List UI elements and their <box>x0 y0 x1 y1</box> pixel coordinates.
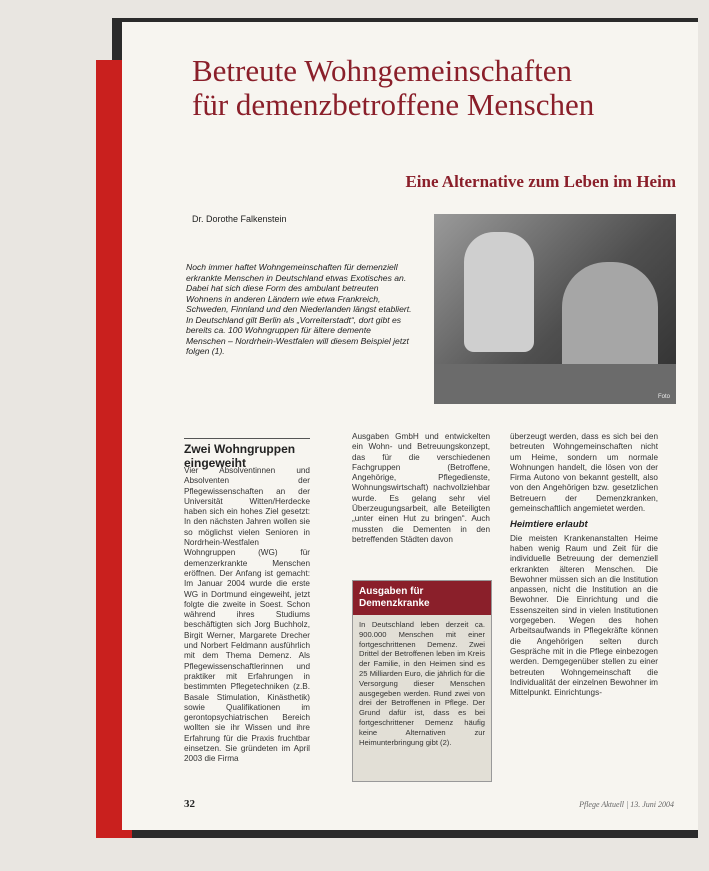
info-box <box>352 580 492 782</box>
column-3-text: überzeugt werden, dass es sich bei den betreuten Wohngemeinschaften nicht um Heime, sondern um normale Wohnungen handelt, die lösen von der Firma Autono von bekannt gestellt, also von den Angehörigen bzw. gesetzlichen Betreuern der Demenzkranken, gemeinschaftlich angemietet werden. <box>510 432 658 514</box>
section-rule <box>184 438 310 439</box>
column-2-text: Ausgaben GmbH und entwickelten ein Wohn- und Betreuungskonzept, das für die verschiedenen Fachgruppen (Betroffene, Angehörige, Pflegedienste, Wohnungswirtschaft) nachvollziehbar wurde. Es gelang sehr viel Überzeugungsarbeit, alle Beteiligten „unter einen Hut zu bringen“. Auch mussten die Dementen in den betreffenden Städten davon <box>352 432 490 544</box>
title-line-2: für demenzbetroffene Menschen <box>192 87 595 122</box>
info-box-body: In Deutschland leben derzeit ca. 900.000 Menschen mit einer fortgeschrittenen Demenz. Zwei Drittel der Betroffenen leben im Kreis der Familie, in den Heimen sind es 25 Milliarden Euro, die jährlich für die Versorgung dieser Menschen ausgegeben werden. Rund zwei von drei der Betroffenen in Pflege. Der Grund dafür ist, dass es bei fortgeschrittener Demenz häufig keine Alternativen zur Heimunterbringung gibt (2). <box>359 620 485 747</box>
column-3-subsection-text: Die meisten Krankenanstalten Heime haben wenig Raum und Zeit für die individuelle Betreuung der demenziell erkrankten älteren Menschen. Die Bewohner müssen sich an die Institution anpassen, nicht die Institution an die Bewohner. Die Einrichtung und die Essenszeiten sind in vielen Institutionen vorgegeben. Wegen des hohen Arbeitsaufwands in Pflegekräfte können die Angehörigen selten durch Gespräche mit in die Pflege einbezogen werden. Demgegenüber stellen zu einer betreuten Wohngemeinschaft die Individualität der einzelnen Bewohner im Mittelpunkt. Einrichtungs- <box>510 533 658 698</box>
publication-footer: Pflege Aktuell | 13. Juni 2004 <box>579 800 674 809</box>
article-photo <box>434 214 676 404</box>
article-page <box>122 22 698 830</box>
info-box-heading-line-2: Demenzkranke <box>359 598 430 609</box>
title-line-1: Betreute Wohngemeinschaften <box>192 53 572 88</box>
subheading-heimtiere: Heimtiere erlaubt <box>510 519 588 531</box>
page-number: 32 <box>184 798 195 810</box>
column-1-text: Vier Absolventinnen und Absolventen der Pflegewissenschaften an der Universität Witten/Herdecke haben sich ein hohes Ziel gesetzt: In den nächsten Jahren wollen sie so möglichst vielen Senioren in Nordrhein-Westfalen Wohngruppen (WG) für demenzerkrankte Menschen eröffnen. Der Anfang ist gemacht: Im Januar 2004 wurde die erste WG in Dortmund eingeweiht, jetzt folgte die zweite in Soest. Schon während ihres Studiums beschäftigten sich Jorg Buchholz, Birgit Werner, Margarete Drecher und Norbert Feldmann ausführlich mit dem Thema Demenz. Als Pflegewissenschaftlerinnen und praktiker mit Erfahrungen in bestimmten Pflegetechniken (z.B. Basale Stimulation, Kinästhetik) sowie Qualifikationen im gerontopsychiatrischen Bereich wollten sie ihr Wissen und ihre Erfahrung für die Praxis fruchtbar einsetzen. Sie gründeten im April 2003 die Firma <box>184 466 310 764</box>
author-byline: Dr. Dorothe Falkenstein <box>192 214 287 224</box>
info-box-heading <box>353 581 491 615</box>
photo-credit: Foto <box>657 394 670 400</box>
article-title <box>192 54 594 122</box>
lead-paragraph: Noch immer haftet Wohngemeinschaften für demenziell erkrankte Menschen in Deutschland etwas Exotisches an. Dabei hat sich diese Form des ambulant betreuten Wohnens in anderen Ländern wie etwa Frankreich, Schweden, Finnland und den Niederlanden längst etabliert. In Deutschland gilt Berlin als „Vorreiterstadt“, dort gibt es bereits ca. 100 Wohngruppen für ältere demente Menschen – Nordrhein-Westfalen will diesem Beispiel jetzt folgen (1). <box>186 262 412 356</box>
article-subtitle: Eine Alternative zum Leben im Heim <box>405 172 676 191</box>
photo-person-left <box>464 232 534 352</box>
column-3 <box>510 432 658 698</box>
section-heading-line-1: Zwei Wohngruppen <box>184 442 296 456</box>
info-box-heading-line-1: Ausgaben für <box>359 586 424 597</box>
section-heading-line-2: eingeweiht <box>184 456 247 470</box>
photo-table <box>434 364 676 404</box>
